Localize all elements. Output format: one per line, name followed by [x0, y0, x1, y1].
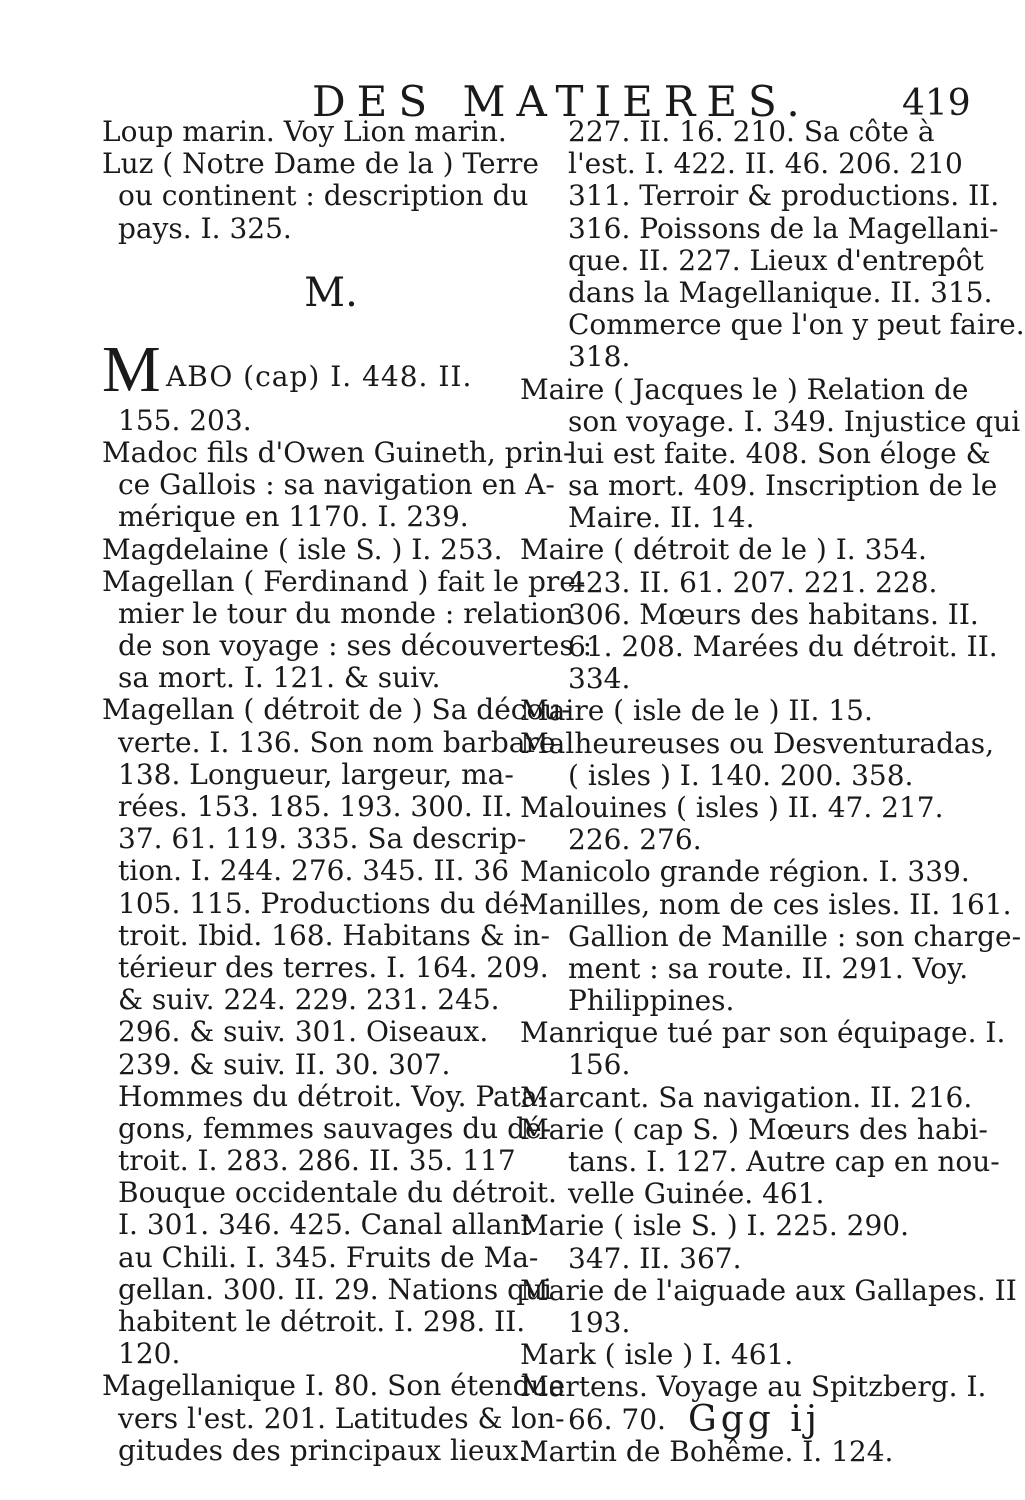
index-line: ment : sa route. II. 291. Voy.	[568, 951, 969, 985]
index-line: 423. II. 61. 207. 221. 228.	[568, 565, 938, 599]
index-line: Hommes du détroit. Voy. Pata-	[118, 1079, 548, 1113]
index-line: Manilles, nom de ces isles. II. 161.	[520, 887, 1012, 921]
index-line: I. 301. 346. 425. Canal allant	[118, 1208, 532, 1242]
index-line: 306. Mœurs des habitans. II.	[568, 597, 979, 631]
index-line: 239. & suiv. II. 30. 307.	[118, 1047, 451, 1081]
index-line: & suiv. 224. 229. 231. 245.	[118, 983, 500, 1017]
running-header: DES MATIERES.	[312, 77, 811, 126]
index-line: Maire ( détroit de le ) I. 354.	[520, 533, 927, 567]
index-line: gitudes des principaux lieux.	[118, 1433, 528, 1467]
signature-catchword: Ggg ij	[688, 1399, 821, 1440]
index-line: Marie de l'aiguade aux Gallapes. II	[520, 1273, 1017, 1307]
index-line: Mark ( isle ) I. 461.	[520, 1338, 794, 1372]
dropcap-letter: M	[102, 332, 161, 406]
index-line: Magellanique I. 80. Son étendue	[102, 1369, 566, 1403]
index-line: 311. Terroir & productions. II.	[568, 179, 1000, 213]
index-line: 347. II. 367.	[568, 1241, 742, 1275]
index-line: habitent le détroit. I. 298. II.	[118, 1305, 526, 1338]
index-line: 155. 203.	[118, 403, 252, 437]
index-line: 193.	[568, 1305, 631, 1339]
index-line: gellan. 300. II. 29. Nations qui	[118, 1272, 552, 1306]
index-line: 296. & suiv. 301. Oiseaux.	[118, 1015, 489, 1049]
index-line: velle Guinée. 461.	[568, 1177, 825, 1211]
index-line: son voyage. I. 349. Injustice qui	[568, 404, 1021, 438]
index-line: mier le tour du monde : relation	[118, 596, 574, 630]
index-line: Magellan ( Ferdinand ) fait le pre-	[102, 564, 586, 598]
index-line: troit. I. 283. 286. II. 35. 117	[118, 1144, 516, 1178]
index-line: 318.	[568, 340, 631, 374]
index-line: Martin de Bohême. I. 124.	[520, 1434, 894, 1468]
dropcap-entry-text: ABO (cap) I. 448. II.	[166, 359, 473, 393]
index-line: Marie ( cap S. ) Mœurs des habi-	[520, 1112, 988, 1146]
index-line: rées. 153. 185. 193. 300. II.	[118, 790, 513, 823]
index-line: gons, femmes sauvages du dé-	[118, 1111, 552, 1145]
index-line: 120.	[118, 1337, 181, 1371]
index-line: 105. 115. Productions du dé-	[118, 886, 529, 920]
dropcap-entry	[102, 332, 510, 406]
index-line: 61. 208. Marées du détroit. II.	[568, 630, 998, 663]
index-line: au Chili. I. 345. Fruits de Ma-	[118, 1240, 539, 1274]
index-line: Manicolo grande région. I. 339.	[520, 855, 970, 889]
index-line: Manrique tué par son équipage. I.	[520, 1016, 1006, 1050]
index-line: verte. I. 136. Son nom barbare.	[118, 725, 565, 759]
index-line: ce Gallois : sa navigation en A-	[118, 468, 555, 502]
index-line: Bouque occidentale du détroit.	[118, 1176, 557, 1210]
index-line: tion. I. 244. 276. 345. II. 36	[118, 854, 510, 888]
index-line: Luz ( Notre Dame de la ) Terre	[102, 147, 539, 181]
index-line: que. II. 227. Lieux d'entrepôt	[568, 243, 984, 277]
index-line: Malouines ( isles ) II. 47. 217.	[520, 790, 944, 824]
page-number: 419	[902, 83, 971, 124]
index-line: Maire ( isle de le ) II. 15.	[520, 694, 873, 728]
index-line: pays. I. 325.	[118, 211, 292, 245]
index-line: Philippines.	[568, 984, 735, 1018]
index-line: ou continent : description du	[118, 179, 529, 213]
index-line: Madoc fils d'Owen Guineth, prin-	[102, 435, 573, 469]
section-heading: M.	[304, 269, 358, 316]
index-line: de son voyage : ses découvertes :	[118, 629, 593, 663]
index-line: 156.	[568, 1048, 631, 1082]
index-line: troit. Ibid. 168. Habitans & in-	[118, 918, 550, 952]
left-column	[102, 115, 593, 1467]
index-line: Gallion de Manille : son charge-	[568, 919, 1022, 953]
index-line: mérique en 1170. I. 239.	[118, 500, 469, 534]
index-line: tans. I. 127. Autre cap en nou-	[568, 1145, 1000, 1178]
right-column	[520, 115, 1025, 1468]
index-line: Maire. II. 14.	[568, 501, 755, 535]
index-line: Commerce que l'on y peut faire.	[568, 308, 1025, 342]
index-line: Marie ( isle S. ) I. 225. 290.	[520, 1209, 910, 1243]
index-line: sa mort. 409. Inscription de le	[568, 469, 998, 503]
index-line: Marcant. Sa navigation. II. 216.	[520, 1080, 973, 1114]
index-line: lui est faite. 408. Son éloge &	[568, 436, 991, 470]
index-line: 227. II. 16. 210. Sa côte à	[568, 115, 935, 148]
index-line: 66. 70.	[568, 1402, 666, 1436]
index-line: Magdelaine ( isle S. ) I. 253.	[102, 532, 503, 566]
index-line: Maire ( Jacques le ) Relation de	[520, 372, 969, 406]
index-line: Magellan ( détroit de ) Sa décou-	[102, 693, 571, 727]
index-line: 316. Poissons de la Magellani-	[568, 211, 999, 245]
index-line: térieur des terres. I. 164. 209.	[118, 950, 549, 984]
index-line: vers l'est. 201. Latitudes & lon-	[118, 1401, 565, 1435]
index-line: 334.	[568, 662, 631, 696]
index-line: 37. 61. 119. 335. Sa descrip-	[118, 822, 527, 856]
index-line: sa mort. I. 121. & suiv.	[118, 661, 441, 695]
index-line: 138. Longueur, largeur, ma-	[118, 757, 514, 791]
index-line: l'est. I. 422. II. 46. 206. 210	[568, 147, 963, 181]
index-line: Malheureuses ou Desventuradas,	[520, 726, 995, 760]
index-line: Loup marin. Voy Lion marin.	[102, 115, 507, 148]
index-line: ( isles ) I. 140. 200. 358.	[568, 758, 914, 792]
index-line: dans la Magellanique. II. 315.	[568, 275, 993, 309]
index-line: Martens. Voyage au Spitzberg. I.	[520, 1370, 987, 1404]
index-line: 226. 276.	[568, 823, 702, 857]
